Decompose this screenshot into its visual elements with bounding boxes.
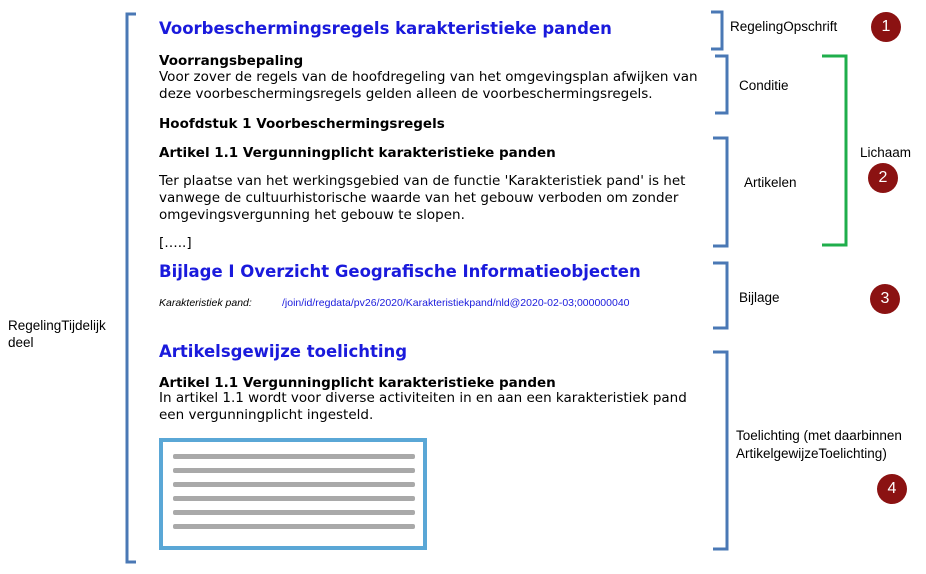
thumbnail-line — [173, 510, 415, 515]
voorrang-title: Voorrangsbepaling — [159, 53, 304, 69]
badge-2: 2 — [868, 163, 898, 193]
bracket-bijlage — [713, 263, 727, 328]
label-toelichting-2: ArtikelgewijzeToelichting) — [736, 446, 887, 461]
toelichting-line-1: In artikel 1.1 wordt voor diverse activiteiten in en aan een karakteristiek pand — [159, 390, 687, 406]
toelichting-artikel-heading: Artikel 1.1 Vergunningplicht karakteristieke panden — [159, 375, 556, 391]
label-conditie: Conditie — [739, 78, 789, 93]
artikel-line-2: vanwege de cultuurhistorische waarde van het gebouw verboden om zonder — [159, 190, 679, 206]
thumbnail-line — [173, 468, 415, 473]
bijlage-label: Karakteristiek pand: — [159, 297, 252, 309]
bracket-toelichting — [713, 352, 727, 549]
label-bijlage: Bijlage — [739, 290, 780, 305]
badge-3: 3 — [870, 284, 900, 314]
bracket-artikelen — [713, 138, 727, 246]
document-thumbnail — [159, 438, 427, 550]
hoofdstuk-heading: Hoofdstuk 1 Voorbeschermingsregels — [159, 116, 445, 132]
thumbnail-line — [173, 524, 415, 529]
toelichting-line-2: een vergunningplicht ingesteld. — [159, 407, 374, 423]
thumbnail-line — [173, 454, 415, 459]
thumbnail-line — [173, 496, 415, 501]
voorrang-line-2: deze voorbeschermingsregels gelden alleen de voorbeschermingsregels. — [159, 86, 653, 102]
bijlage-link[interactable]: /join/id/regdata/pv26/2020/Karakteristiekpand/nld@2020-02-03;000000040 — [282, 297, 630, 309]
badge-4: 4 — [877, 474, 907, 504]
toelichting-heading: Artikelsgewijze toelichting — [159, 342, 408, 361]
label-regeling-tijdelijk-deel-1: RegelingTijdelijk — [8, 318, 106, 333]
ellipsis: […..] — [159, 235, 192, 251]
bracket-lichaam — [822, 56, 846, 245]
label-regeling-tijdelijk-deel-2: deel — [8, 335, 34, 350]
artikel-line-1: Ter plaatse van het werkingsgebied van de functie 'Karakteristiek pand' is het — [159, 173, 686, 189]
bracket-regeling-opschrift — [711, 12, 722, 49]
label-artikelen: Artikelen — [744, 175, 797, 190]
thumbnail-line — [173, 482, 415, 487]
label-lichaam: Lichaam — [860, 145, 912, 160]
artikel-line-3: omgevingsvergunning het gebouw te slopen. — [159, 207, 465, 223]
bracket-regeling-tijdelijk-deel — [127, 14, 136, 562]
label-regeling-opschrift: RegelingOpschrift — [730, 19, 838, 34]
voorrang-line-1: Voor zover de regels van de hoofdregeling van het omgevingsplan afwijken van — [159, 69, 698, 85]
label-toelichting-1: Toelichting (met daarbinnen — [736, 428, 902, 443]
bracket-conditie — [715, 56, 727, 113]
bijlage-heading: Bijlage I Overzicht Geografische Informatieobjecten — [159, 262, 641, 281]
artikel-heading: Artikel 1.1 Vergunningplicht karakteristieke panden — [159, 145, 556, 161]
badge-1: 1 — [871, 12, 901, 42]
regeling-opschrift-heading: Voorbeschermingsregels karakteristieke panden — [159, 19, 612, 38]
